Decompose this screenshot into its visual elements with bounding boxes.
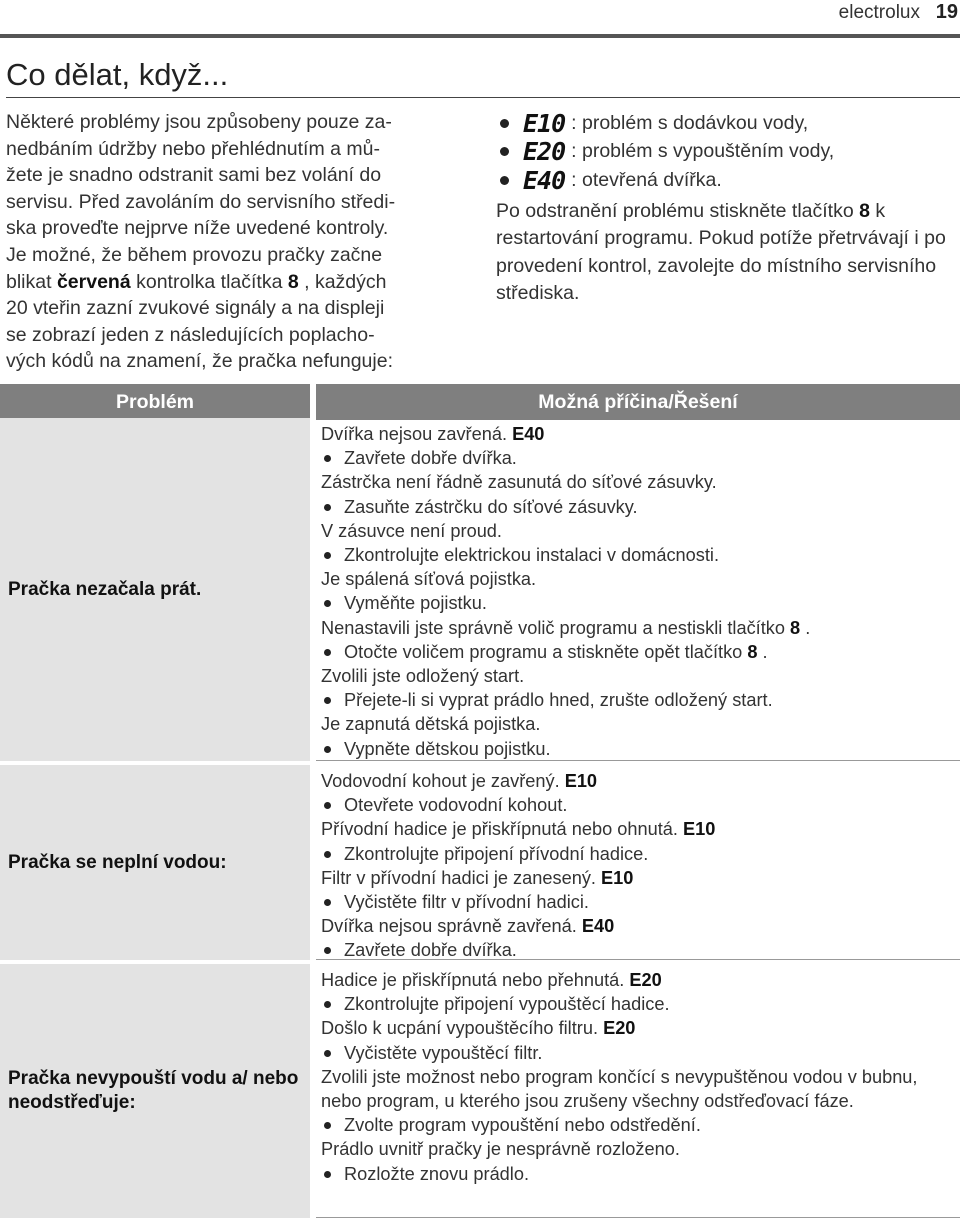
intro-line: 20 vteřin zazní zvukové signály a na displeji [6,297,385,320]
column-header-solution: Možná příčina/Řešení [316,384,960,420]
restart-note-text: Po odstranění problému stiskněte tlačítko [496,199,860,222]
error-code: E10 [564,771,598,791]
solution-step-text [344,1113,701,1137]
bullet-icon [324,1050,331,1057]
alarm-code-item [496,109,958,138]
solution-step [321,737,960,761]
cause-text: Dvířka nejsou zavřená. [321,424,513,444]
intro-line: nedbáním údržby nebo přehlédnutím a mů- [6,137,380,160]
bullet-icon [324,1122,331,1129]
solution-step-text [344,992,670,1016]
solution-step [321,1041,960,1065]
step-text: Vyčistěte vypouštěcí filtr. [344,1042,543,1063]
error-code: E20 [629,970,662,990]
cause-text: Došlo k ucpání vypouštěcího filtru. [321,1018,604,1039]
alarm-code-text: : problém s vypouštěním vody, [571,140,835,162]
intro-line: vých kódů na znamení, že pračka nefunguje: [6,350,393,373]
step-text: Zkontrolujte připojení vypouštěcí hadice. [344,994,670,1015]
bullet-icon [324,455,331,462]
step-text: Vyčistěte filtr v přívodní hadici. [344,892,589,913]
step-text: Zkontrolujte elektrickou instalaci v domácnosti. [344,545,720,566]
solution-step-text [344,446,517,470]
intro-paragraph [6,109,472,375]
cause-text: Zvolili jste možnost nebo program končící s nevypuštěnou vodou v bubnu, nebo program, u kterého jsou zrušeny všechny odstřeďovací fáze. [321,1066,918,1112]
problem-cell [0,765,310,960]
intro-line: žete je snadno odstranit sami bez volání do [6,164,382,187]
intro-text: , každých [298,270,387,293]
intro-text: blikat [6,270,57,293]
intro-line: Některé problémy jsou způsobeny pouze za- [6,111,392,133]
problem-text: Pračka nezačala prát. [8,578,202,600]
bullet-icon [324,504,331,511]
cause-text: Hadice je přiskřípnutá nebo přehnutá. [321,970,630,990]
step-text: Zasuňte zástrčku do síťové zásuvky. [344,496,638,517]
page-header [0,0,960,34]
solution-step [321,688,960,712]
solution-step-text [344,793,567,817]
step-text: Zvolte program vypouštění nebo odstředění. [344,1115,701,1136]
bullet-icon [324,746,331,753]
cause-line [321,470,960,494]
page-number: 19 [935,1,958,23]
step-text: Otočte voličem programu a stiskněte opět tlačítko [344,641,748,662]
alarm-codes-panel [496,109,958,308]
solution-step-text [344,938,517,962]
cause-line [321,616,960,640]
intro-line: Je možné, že během provozu pračky začne [6,243,383,266]
cause-line [321,914,960,938]
alarm-code-item [496,166,958,195]
intro-line: servisu. Před zavoláním do servisního středi- [6,190,396,213]
intro-emphasis: červená [56,270,131,293]
restart-note-text: k restartování programu. Pokud potíže přetrvávají i po provedení kontrol, zavolejte do místního servisního střediska. [496,199,946,304]
cause-text: Vodovodní kohout je zavřený. [321,771,565,791]
problem-text: Pračka se neplní vodou: [8,851,227,873]
page-title: Co dělat, když... [6,57,229,92]
cause-text: Filtr v přívodní hadici je zanesený. [321,867,602,888]
problem-cell [0,418,310,761]
error-code: E10 [601,867,634,888]
cause-line [321,664,960,688]
step-text: Zavřete dobře dvířka. [344,448,517,469]
cause-text: Je zapnutá dětská pojistka. [321,714,541,735]
cause-line [321,968,960,992]
alarm-code-item [496,138,958,167]
solution-step-text [344,890,589,914]
solution-step [321,890,960,914]
solution-step [321,1162,960,1186]
table-row [0,765,960,960]
bullet-icon [324,1001,331,1008]
button-number: 8 [747,641,758,662]
solution-step [321,842,960,866]
solution-step [321,543,960,567]
bullet-icon [324,851,331,858]
problem-text: Pračka nevypouští vodu a/ nebo neodstřeďuje: [8,1068,299,1113]
solution-step [321,992,960,1016]
cause-line [321,866,960,890]
intro-line: ska proveďte nejprve níže uvedené kontroly. [6,217,389,240]
alarm-code-text: : otevřená dvířka. [571,168,722,191]
error-code: E10 [682,819,716,840]
column-header-problem: Problém [0,384,310,420]
cause-text: Nenastavili jste správně volič programu a nestiskli tlačítko [321,617,791,638]
bullet-icon [500,119,509,128]
table-row [0,418,960,761]
error-code: E20 [603,1018,636,1039]
step-text: Vypněte dětskou pojistku. [344,738,551,759]
bullet-icon [324,899,331,906]
cause-text: Zvolili jste odložený start. [321,666,525,687]
cause-line [321,817,960,841]
cause-line [321,422,960,446]
header-divider [0,34,960,38]
cause-text: Přívodní hadice je přiskřípnutá nebo ohnutá. [321,819,683,840]
solution-step [321,591,960,615]
solution-step [321,640,960,664]
solution-cell [316,765,960,960]
bullet-icon [500,147,509,156]
cause-text: V zásuvce není proud. [321,520,502,541]
cause-line [321,1137,960,1161]
cause-line [321,769,960,793]
table-row [0,964,960,1218]
bullet-icon [324,600,331,607]
alarm-code-text: : problém s dodávkou vody, [571,111,809,134]
bullet-icon [324,649,331,656]
error-code: E40 [581,916,615,937]
bullet-icon [324,947,331,954]
restart-note [496,198,958,308]
cause-line [321,519,960,543]
solution-list [316,418,960,761]
cause-text: Je spálená síťová pojistka. [321,569,537,590]
alarm-code: E40 [523,165,566,195]
solution-step [321,938,960,962]
alarm-code: E10 [523,108,566,138]
step-text: Otevřete vodovodní kohout. [344,795,568,816]
solution-step-text [344,543,719,567]
brand-name: electrolux [838,2,920,23]
solution-step-text [344,1162,529,1186]
step-text: Zkontrolujte připojení přívodní hadice. [344,843,649,864]
bullet-icon [500,176,509,185]
cause-line [321,712,960,736]
intro-line: se zobrazí jeden z následujících poplacho- [6,323,375,346]
cause-text: Dvířka nejsou správně zavřená. [321,916,582,937]
button-number: 8 [790,617,801,638]
bullet-icon [324,802,331,809]
title-divider [6,97,960,98]
solution-step [321,1113,960,1137]
step-text: Zavřete dobře dvířka. [344,940,517,961]
cause-text: Zástrčka není řádně zasunutá do síťové zásuvky. [321,472,717,493]
step-text: Rozložte znovu prádlo. [344,1163,530,1184]
troubleshooting-table [0,384,960,1184]
step-text: Přejete-li si vyprat prádlo hned, zrušte odložený start. [344,690,773,711]
solution-step-text [344,1041,542,1065]
button-number: 8 [859,199,870,222]
table-header [0,384,960,420]
problem-cell [0,964,310,1218]
step-text: . [757,641,768,662]
bullet-icon [324,697,331,704]
cause-line [321,567,960,591]
solution-step-text [344,842,648,866]
step-text: Vyměňte pojistku. [344,593,487,614]
solution-cell [316,418,960,761]
cause-text: Prádlo uvnitř pračky je nesprávně rozloženo. [321,1139,680,1160]
solution-list [316,765,960,963]
solution-step-text [344,640,768,664]
solution-step-text [344,591,487,615]
solution-step [321,793,960,817]
solution-list [316,964,960,1186]
solution-step-text [344,495,638,519]
alarm-code: E20 [523,137,566,166]
cause-text: . [800,617,811,638]
error-code: E40 [512,424,545,444]
bullet-icon [324,552,331,559]
solution-cell [316,964,960,1218]
intro-text: kontrolka tlačítka [130,270,288,293]
solution-step [321,446,960,470]
cause-line [321,1016,960,1040]
solution-step-text [344,688,773,712]
button-number: 8 [287,270,299,293]
solution-step-text [344,737,551,761]
solution-step [321,495,960,519]
bullet-icon [324,1171,331,1178]
